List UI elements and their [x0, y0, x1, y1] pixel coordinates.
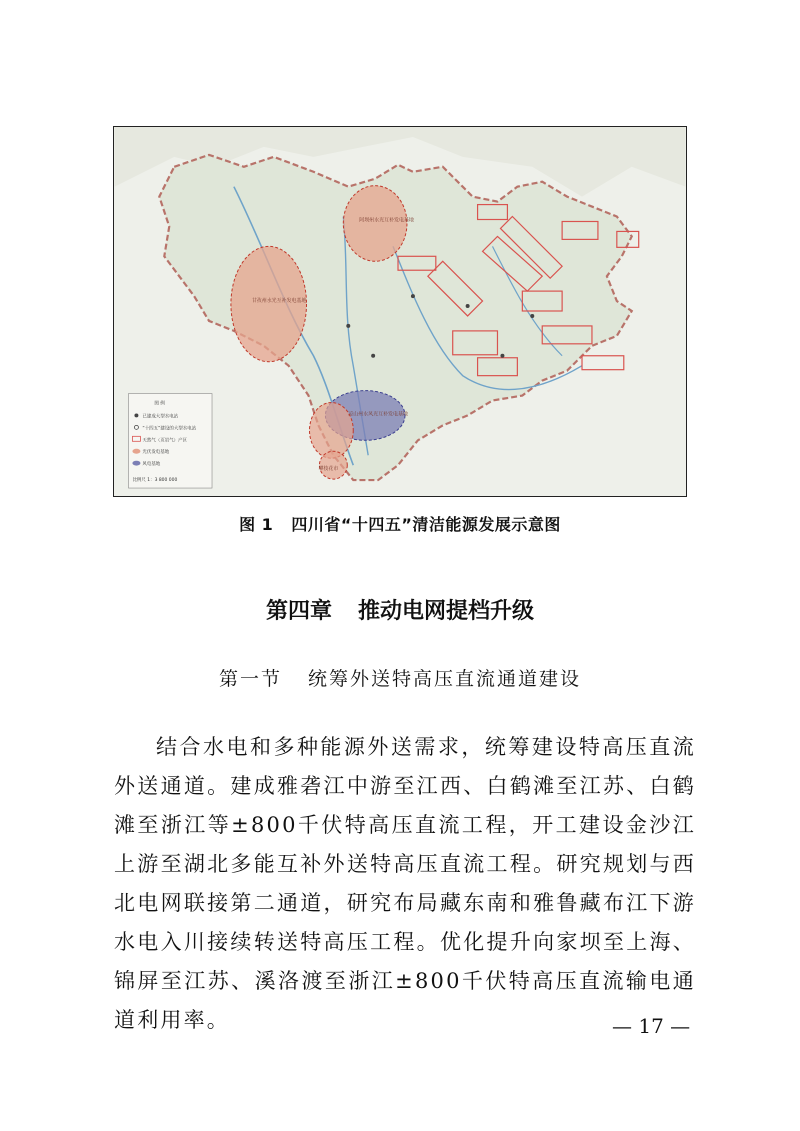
region-label: 攀枝花市: [318, 466, 339, 473]
figure-caption: [0, 512, 800, 535]
legend-item: 已建成大型水电站: [142, 414, 179, 420]
page-number: — 17 —: [612, 1014, 691, 1038]
city-dot: [500, 354, 504, 358]
city-dot: [346, 324, 350, 328]
chapter-heading: [0, 594, 800, 625]
figure-title: 四川省“十四五”清洁能源发展示意图: [291, 515, 561, 534]
section-heading: [0, 664, 800, 691]
chapter-number: 第四章: [265, 599, 332, 624]
wind-base-icon: [132, 461, 140, 466]
section-title: 统筹外送特高压直流通道建设: [308, 668, 582, 690]
figure-number: 图 1: [239, 515, 274, 534]
legend-title: 图 例: [154, 401, 165, 407]
map-legend: [128, 394, 212, 488]
region-label: 阿坝州水光互补发电基地: [359, 217, 414, 224]
city-dot: [411, 294, 415, 298]
city-dot: [466, 304, 470, 308]
map-scale: 比例尺 1：3 800 000: [132, 478, 178, 484]
sichuan-energy-map: [114, 127, 686, 496]
city-dot: [530, 314, 534, 318]
liangshan-solar-base: [309, 403, 353, 459]
hydro-built-icon: [134, 413, 138, 417]
legend-item: “十四五”建设的大型水电站: [142, 426, 197, 432]
legend-item: 天然气（页岩气）产区: [142, 438, 188, 444]
region-label: 甘孜州水光互补发电基地: [251, 298, 307, 305]
section-number: 第一节: [218, 668, 282, 690]
map-figure: [113, 126, 687, 497]
legend-item: 风电基地: [142, 462, 161, 468]
body-paragraph: 结合水电和多种能源外送需求，统筹建设特高压直流外送通道。建成雅砻江中游至江西、白鹤滩至江苏、白鹤滩至浙江等±800千伏特高压直流工程，开工建设金沙江上游至湖北多能互补外送特高压直流工程。研究规划与西北电网联接第二通道，研究布局藏东南和雅鲁藏布江下游水电入川接续转送特高压工程。优化提升向家坝至上海、锦屏至江苏、溪洛渡至浙江±800千伏特高压直流输电通道利用率。: [114, 735, 696, 1032]
chapter-title: 推动电网提档升级: [358, 599, 535, 624]
city-dot: [371, 354, 375, 358]
region-label: 凉山州水风光互补发电基地: [348, 411, 408, 418]
solar-base-icon: [132, 449, 140, 454]
legend-item: 光伏发电基地: [142, 450, 170, 456]
